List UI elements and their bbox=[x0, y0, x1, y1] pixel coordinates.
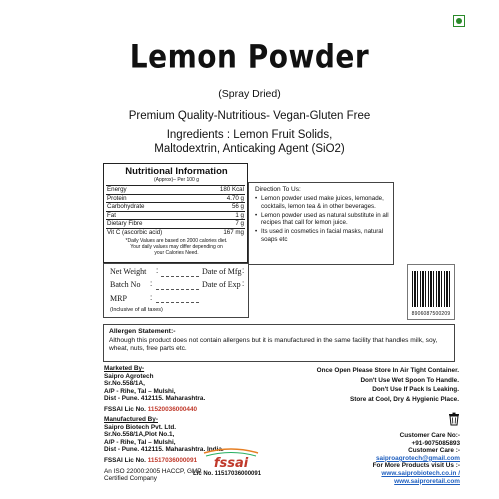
customer-care-phone: +91-9075085893 bbox=[411, 439, 460, 447]
table-row bbox=[106, 203, 245, 212]
mrp-colon: : bbox=[150, 293, 153, 302]
customer-care-email[interactable]: saiproagrotech@gmail.com bbox=[375, 454, 460, 462]
marketer-address-2: A/P - Rihe, Tal – Mulshi, bbox=[104, 387, 176, 395]
table-row bbox=[106, 194, 245, 203]
directions-panel bbox=[248, 182, 394, 265]
barcode bbox=[407, 264, 455, 320]
taxes-note: (Inclusive of all taxes) bbox=[110, 307, 163, 313]
mrp-label: MRP bbox=[110, 294, 127, 303]
storage-instructions bbox=[287, 366, 459, 404]
nutrient-name: Dietary Fibre bbox=[106, 220, 201, 229]
directions-list bbox=[255, 195, 391, 245]
website-link-1[interactable]: www.saiprobiotech.co.in / bbox=[381, 469, 460, 477]
net-weight-line bbox=[161, 276, 199, 277]
date-mfg-colon: : bbox=[242, 266, 245, 275]
nutrition-title: Nutritional Information bbox=[125, 166, 228, 177]
allergen-text: Although this product does not contain allergens but it is manufactured in the same facility that handles milk, soy, wheat, nuts, free parts etc. bbox=[109, 337, 438, 352]
table-row bbox=[106, 220, 245, 229]
customer-care-label-1: Customer Care No:- bbox=[399, 432, 460, 439]
batch-info-panel bbox=[103, 263, 249, 318]
fssai-number: 11520036000440 bbox=[147, 405, 198, 413]
storage-line-2: Don't Use Wet Spoon To Handle. bbox=[360, 376, 459, 384]
list-item: • Lemon powder used make juices, lemonade, cocktails, lemon tea & in other beverages. bbox=[255, 195, 391, 210]
ingredients bbox=[0, 128, 499, 156]
storage-line-1: Once Open Please Store In Air Tight Container. bbox=[316, 367, 459, 374]
customer-care-label-2: Customer Care :- bbox=[408, 447, 460, 455]
nutrient-name: Energy bbox=[106, 186, 201, 195]
date-mfg-label: Date of Mfg bbox=[202, 267, 242, 276]
cert-line-1: An ISO 22000:2005 HACCP, GMP bbox=[104, 467, 202, 475]
manufacturer-address-3: Dist - Pune. 412115. Maharashtra. India. bbox=[104, 446, 224, 454]
storage-line-4: Store at Cool, Dry & Hygienic Place. bbox=[349, 395, 459, 403]
fssai-logo-lic: Lic No. 11517036000091 bbox=[193, 471, 262, 477]
manufacturer-name: Saipro Biotech Pvt. Ltd. bbox=[104, 423, 177, 431]
mrp-line bbox=[156, 302, 199, 303]
nutrient-value: 4.70 g bbox=[201, 194, 245, 203]
cert-line-2: Certified Company bbox=[104, 475, 157, 483]
manufactured-by-title: Manufactured By- bbox=[104, 416, 158, 423]
nutrition-panel bbox=[103, 163, 248, 263]
storage-line-3: Don't Use If Pack Is Leaking. bbox=[372, 386, 459, 393]
allergen-title: Allergen Statement:- bbox=[109, 328, 176, 335]
note-line-3: your Calories Need. bbox=[154, 250, 199, 256]
date-exp-label: Date of Exp bbox=[202, 280, 241, 289]
nutrient-name: Carbohydrate bbox=[106, 203, 201, 212]
nutrient-value: 180 Kcal bbox=[201, 186, 245, 195]
nutrient-value: 167 mg bbox=[201, 228, 245, 236]
veg-symbol-icon bbox=[453, 15, 465, 27]
date-exp-colon: : bbox=[242, 279, 245, 288]
manufacturer-address-1: Sr.No.558/1A,Plot No.1, bbox=[104, 431, 175, 439]
product-tagline: Premium Quality-Nutritious- Vegan-Gluten Free bbox=[128, 110, 371, 122]
note-line-1: *Daily Values are based on 2000 calories diet. bbox=[125, 238, 228, 244]
list-item: • Lemon powder used as natural substitute in all recipes that call for lemon juice. bbox=[255, 212, 391, 227]
allergen-panel bbox=[103, 324, 455, 362]
batch-no-colon: : bbox=[150, 279, 153, 288]
barcode-number: 8906087500209 bbox=[411, 311, 451, 317]
fssai-logo-text: fssai bbox=[213, 456, 249, 469]
table-row bbox=[106, 228, 245, 236]
nutrient-value: 7 g bbox=[201, 220, 245, 229]
nutrient-name: Vit C (ascorbic acid) bbox=[106, 228, 201, 236]
fssai-label: FSSAI Lic No. bbox=[104, 456, 146, 464]
product-process: (Spray Dried) bbox=[218, 88, 281, 100]
barcode-bars bbox=[412, 271, 450, 307]
table-row bbox=[106, 211, 245, 220]
nutrient-name: Protein bbox=[106, 194, 201, 203]
website-link-2[interactable]: www.saiproretail.com bbox=[394, 477, 460, 485]
batch-no-line bbox=[156, 289, 199, 290]
ingredients-line-2: Maltodextrin, Anticaking Agent (SiO2) bbox=[154, 143, 345, 155]
marketer-fssai bbox=[104, 406, 264, 414]
manufacturer-address-2: A/P - Rihe, Tal – Mulshi, bbox=[104, 438, 176, 446]
directions-title: Direction To Us: bbox=[255, 186, 301, 193]
net-weight-label: Net Weight bbox=[110, 267, 147, 276]
veg-dot bbox=[456, 18, 462, 24]
nutrient-value: 1 g bbox=[201, 211, 245, 220]
marketer-address-1: Sr.No.558/1A, bbox=[104, 380, 145, 388]
fssai-label: FSSAI Lic No. bbox=[104, 405, 146, 413]
list-item: • Its used in cosmetics in facial masks, natural soaps etc bbox=[255, 228, 391, 243]
nutrient-value: 56 g bbox=[201, 203, 245, 212]
note-line-2: Your daily values may differ depending on bbox=[130, 244, 223, 250]
nutrient-name: Fat bbox=[106, 211, 201, 220]
marketer-name: Saipro Agrotech bbox=[104, 372, 154, 380]
marketed-by-block bbox=[104, 365, 264, 414]
fssai-logo-icon bbox=[200, 447, 262, 469]
nutrition-note bbox=[108, 238, 245, 256]
fssai-number: 11517036000091 bbox=[147, 456, 198, 464]
more-products-label: For More Products visit Us :- bbox=[372, 462, 460, 470]
ingredients-line-1: Ingredients : Lemon Fruit Solids, bbox=[166, 129, 333, 141]
batch-no-label: Batch No bbox=[110, 280, 141, 289]
customer-care-block bbox=[300, 432, 460, 485]
net-weight-colon: : bbox=[156, 266, 159, 275]
dispose-bin-icon bbox=[448, 412, 460, 426]
marketed-by-title: Marketed By- bbox=[104, 365, 145, 372]
nutrition-subtitle: (Approx)– Per 100 g bbox=[153, 177, 200, 183]
nutrition-table bbox=[106, 185, 245, 236]
marketer-address-3: Dist - Pune. 412115. Maharashtra. bbox=[104, 395, 206, 403]
table-row bbox=[106, 186, 245, 195]
product-title: Lemon Powder bbox=[129, 37, 370, 76]
